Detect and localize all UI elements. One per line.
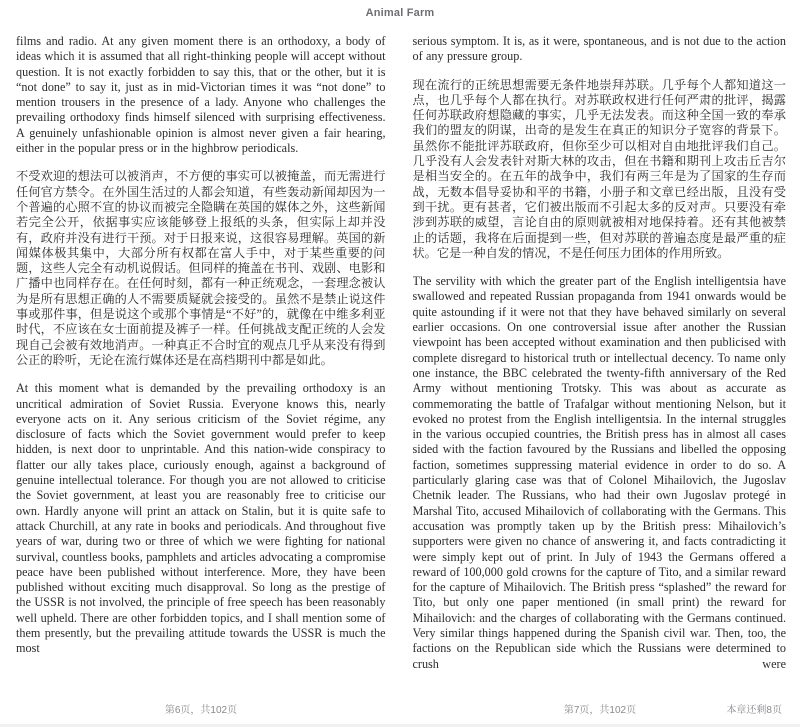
paragraph-chinese-translation: 现在流行的正统思想需要无条件地崇拜苏联。几乎每个人都知道这一点，也几乎每个人都在执行。对苏联政权进行任何严肃的批评，揭露任何苏联政府想隐藏的事实，几乎无法发表。而这种全国一致的奉承我们的盟友的阴谋，出奇的是发生在真正的知识分子宽容的背景下。虽然你不能批评苏联政府，但你至少可以相对自由地批评我们自己。几乎没有人会发表针对斯大林的攻击，但在书籍和期刊上攻击丘吉尔是相当安全的。在五年的战争中，我们有两三年是为了国家的生存而战，无数本倡导妥协和平的书籍，小册子和文章已经出版，且没有受到干扰。更有甚者，它们被出版而不引起太多的反对声。只要没有牵涉到苏联的威望，言论自由的原则就被相对地保持着。还有其他被禁止的话题，我将在后面提到一些，但对苏联的普遍态度是最严重的症状。它是一种自发的情况，不是任何压力团体的作用所致。 <box>412 77 786 260</box>
paragraph-english-continued: serious symptom. It is, as it were, spontaneous, and is not due to the action of any pressure group. <box>412 34 786 64</box>
book-title: Animal Farm <box>365 7 435 19</box>
reading-area <box>16 34 786 697</box>
paragraph-english-continued: films and radio. At any given moment there is an orthodoxy, a body of ideas which it is assumed that all right-thinking people will accept without question. It is not exactly forbidden to say this, that or the other, but it is “not done” to say it, just as in mid-Victorian times it was “not done” to mention trousers in the presence of a lady. Anyone who challenges the prevailing orthodoxy finds himself silenced with surprising effectiveness. A genuinely unfashionable opinion is almost never given a fair hearing, either in the popular press or in the highbrow periodicals. <box>16 34 386 156</box>
paragraph-english: At this moment what is demanded by the prevailing orthodoxy is an uncritical admiration of Soviet Russia. Everyone knows this, nearly everyone acts on it. Any serious criticism of the Soviet régime, any disclosure of facts which the Soviet government would prefer to keep hidden, is next door to unprintable. And this nation-wide conspiracy to flatter our ally takes place, curiously enough, against a background of genuine intellectual tolerance. For though you are not allowed to criticise the Soviet government, at least you are reasonably free to criticise our own. Hardly anyone will print an attack on Stalin, but it is quite safe to attack Churchill, at any rate in books and periodicals. And throughout five years of war, during two or three of which we were fighting for national survival, countless books, pamphlets and articles advocating a compromise peace have been published without interference. More, they have been published without exciting much disapproval. So long as the prestige of the USSR is not involved, the principle of free speech has been reasonably well upheld. There are other forbidden topics, and I shall mention some of them presently, but the prevailing attitude towards the USSR is much the most <box>16 381 386 656</box>
chapter-remaining-indicator: 本章还剩8页 <box>726 705 782 716</box>
page-number-left: 第6页，共102页 <box>164 705 238 716</box>
page-number-right: 第7页，共102页 <box>563 705 637 716</box>
paragraph-chinese-translation: 不受欢迎的想法可以被消声，不方便的事实可以被掩盖，而无需进行任何官方禁令。在外国生活过的人都会知道，有些轰动新闻却因为一个普遍的心照不宣的协议而被完全隐瞒在英国的媒体之外，这些新闻若完全公开，依据事实应该能够登上报纸的头条，但实际上却并没有，政府并没有进行干预。对于日报来说，这很容易理解。英国的新闻媒体极其集中，大部分所有权都在富人手中，对于某些重要的问题，这些人完全有动机说假话。但同样的掩盖在书刊、戏剧、电影和广播中也同样存在。在任何时刻，都有一种正统观念，一套理念被认为是所有思想正确的人不需要质疑就会接受的。虽然不是禁止说这件事或那件事，但是说这个或那个事情是“不好”的，就像在中维多利亚时代，不应该在女士面前提及裤子一样。任何挑战支配正统的人会发现自己会被有效地消声。一种真正不合时宜的观点几乎从来没有得到公正的聆听，无论在流行媒体还是在高档期刊中都是如此。 <box>16 169 386 367</box>
page-right[interactable] <box>413 34 787 697</box>
reader-footer <box>0 701 800 715</box>
paragraph-english: The servility with which the greater part of the English intelligentsia have swallowed and repeated Russian propaganda from 1941 onwards would be quite astounding if it were not that they have behaved similarly on several earlier occasions. On one controversial issue after another the Russian viewpoint has been accepted without examination and then publicised with complete disregard to historical truth or intellectual decency. To name only one instance, the BBC celebrated the twenty-fifth anniversary of the Red Army without mentioning Trotsky. This was about as accurate as commemorating the battle of Trafalgar without mentioning Nelson, but it evoked no protest from the English intelligentsia. In the internal struggles in the various occupied countries, the British press has in almost all cases sided with the faction favoured by the Russians and libelled the opposing faction, sometimes suppressing material evidence in order to do so. A particularly glaring case was that of Colonel Mihailovich, the Jugoslav Chetnik leader. The Russians, who had their own Jugoslav protegé in Marshal Tito, accused Mihailovich of collaborating with the Germans. This accusation was promptly taken up by the British press: Mihailovich’s supporters were given no chance of answering it, and facts contradicting it were simply kept out of print. In July of 1943 the Germans offered a reward of 100,000 gold crowns for the capture of Tito, and a similar reward for the capture of Mihailovich. The British press “splashed” the reward for Tito, but only one paper mentioned (in small print) the reward for Mihailovich: and the charges of collaborating with the Germans continued. Very similar things happened during the Spanish civil war. Then, too, the factions on the Republican side which the Russians were determined to crush were <box>412 274 786 671</box>
reader-header <box>0 0 800 30</box>
page-left[interactable] <box>16 34 386 697</box>
